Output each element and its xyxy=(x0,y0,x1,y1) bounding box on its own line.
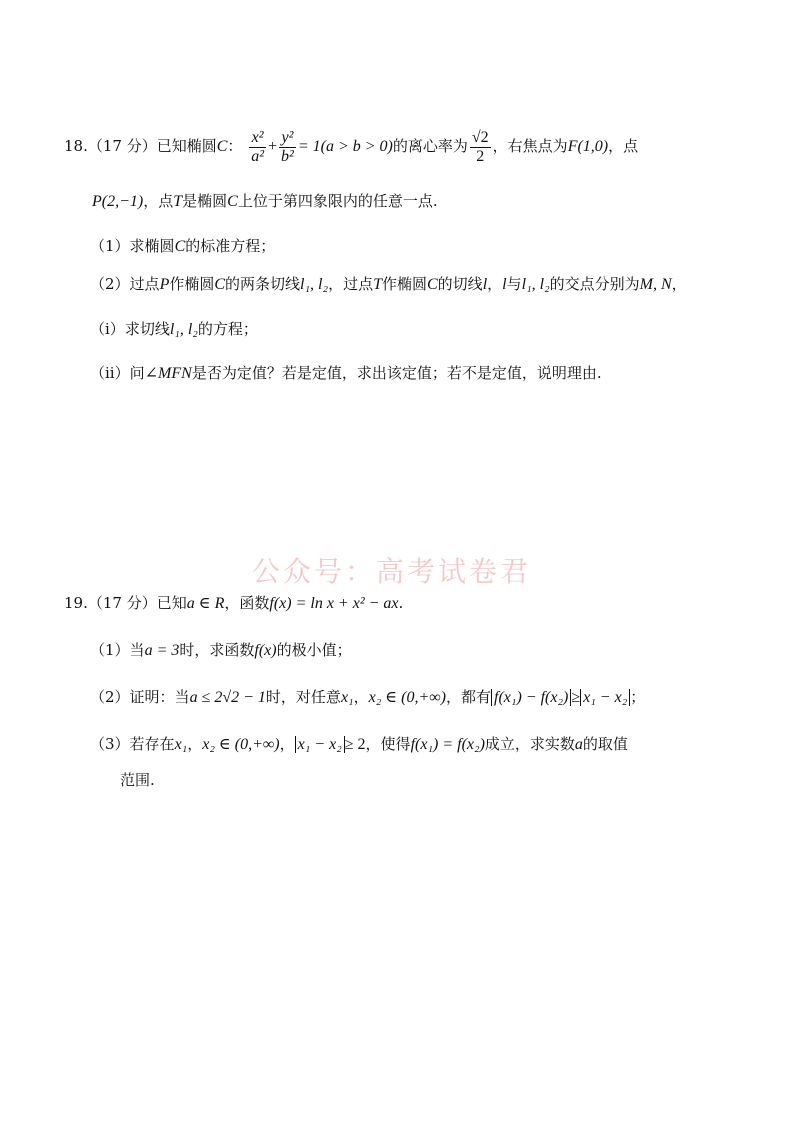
q18-part2-c2-var: C xyxy=(427,276,438,293)
q18-part2-p: P xyxy=(159,276,170,293)
q18-ellipse-name: C xyxy=(216,138,228,155)
q18-part2-f: 的切线 xyxy=(437,275,483,293)
q19-a-in-r: a ∈ R xyxy=(186,595,225,612)
q19-part3-c: ， xyxy=(279,735,295,753)
q19-part2-a: 证明：当 xyxy=(129,688,190,706)
q18-part1-b: 的标准方程； xyxy=(185,237,276,255)
q18-eq-rest: = 1(a > b > 0) xyxy=(297,138,393,155)
q19-part3-line2-text: 范围. xyxy=(120,771,155,789)
q19-part1-a: 当 xyxy=(129,641,145,659)
q19-func-text: ，函数 xyxy=(224,594,270,612)
q18-stem-line2 xyxy=(92,191,438,212)
q18-part2-g: ， xyxy=(487,275,503,293)
q18-part2-l1l2: l₁, l₂ xyxy=(300,276,329,293)
q18-part-i-b: 的方程； xyxy=(197,320,258,338)
q19-part1-label: （1） xyxy=(90,641,130,659)
q18-part2-h: 与 xyxy=(506,275,522,293)
q18-ecc-den: 2 xyxy=(476,147,485,165)
q18-part2-mn: M, N xyxy=(639,276,672,293)
q18-part2-l-b: l xyxy=(502,276,507,293)
q18-part2-c-var: C xyxy=(214,276,226,293)
q18-line2-c: 上位于第四象限内的任意一点. xyxy=(237,192,438,210)
q18-part2-e: 作椭圆 xyxy=(381,275,427,293)
q18-part1-label: （1） xyxy=(90,237,130,255)
q19-part3-x1: x₁ xyxy=(174,736,188,753)
q19-end: . xyxy=(398,594,404,612)
q18-part2-c: 的两条切线 xyxy=(225,275,301,293)
q18-part2-a: 过点 xyxy=(129,275,160,293)
q19-part2-ge: ≥ xyxy=(571,689,581,706)
q18-part2-j: ， xyxy=(671,275,687,293)
q18-part-i-label: （i） xyxy=(90,320,125,338)
q18-frac-x-num: x² xyxy=(249,129,266,148)
q18-part2-i xyxy=(90,319,258,340)
q18-part-ii-label: （ii） xyxy=(90,364,130,382)
q18-part2-ii xyxy=(90,363,602,384)
q18-part2-label: （2） xyxy=(90,275,130,293)
q19-part2-abs-right: x₁ − x₂ xyxy=(580,689,630,706)
q18-line2-c-var: C xyxy=(227,193,238,210)
q19-part2-x1: x₁ xyxy=(340,689,354,706)
q19-part2-d: ，都有 xyxy=(446,688,492,706)
q19-part3-abs: x₁ − x₂ xyxy=(295,736,345,753)
q18-part1 xyxy=(90,236,275,257)
q19-part2-c: ， xyxy=(353,688,369,706)
q18-ecc-text: 的离心率为 xyxy=(392,137,468,155)
q19-part3-ge2: ≥ 2 xyxy=(344,736,366,753)
q19-part3-x2: x₂ ∈ (0,+∞) xyxy=(202,736,280,753)
q18-part2 xyxy=(90,274,687,295)
q18-frac-y xyxy=(279,129,296,166)
q19-stem xyxy=(64,593,403,614)
q19-part1 xyxy=(90,640,352,661)
q18-line2-a: ，点 xyxy=(143,192,174,210)
q18-part2-l: l xyxy=(482,276,488,293)
q19-part1-c: 的极小值； xyxy=(276,641,352,659)
q19-number: 19.（17 分） xyxy=(64,594,157,612)
q18-number: 18.（17 分） xyxy=(64,137,157,155)
q19-part2-e: ； xyxy=(630,688,646,706)
q18-line2-b: 是椭圆 xyxy=(182,192,228,210)
q19-part3-d: ，使得 xyxy=(365,735,411,753)
q19-part2-cond: a ≤ 2√2 − 1 xyxy=(189,689,266,706)
q19-part3 xyxy=(90,734,628,755)
q19-part3-b: ， xyxy=(187,735,203,753)
q18-point-p: P(2,−1) xyxy=(92,193,144,210)
q19-part3-line2 xyxy=(120,770,155,790)
q18-stem-line1 xyxy=(64,128,638,166)
q18-part2-b: 作椭圆 xyxy=(169,275,215,293)
q18-part-i-l1l2: l₁, l₂ xyxy=(169,321,198,338)
q18-part-i-a: 求切线 xyxy=(124,320,170,338)
q19-part3-e: 成立，求实数 xyxy=(484,735,575,753)
q19-part3-f: 的取值 xyxy=(582,735,628,753)
q19-part3-label: （3） xyxy=(90,735,130,753)
q19-part2-b: 时，对任意 xyxy=(265,688,341,706)
q19-part1-b: 时，求函数 xyxy=(179,641,255,659)
q18-frac-x-den: a² xyxy=(251,147,264,165)
q18-part-ii-b: 是否为定值？若是定值，求出该定值；若不是定值，说明理由. xyxy=(191,364,602,382)
q18-ecc-num: √2 xyxy=(471,128,489,146)
q18-part1-c-var: C xyxy=(174,238,186,255)
q19-part3-eq: f(x₁) = f(x₂) xyxy=(410,736,485,753)
q19-part2-x2: x₂ ∈ (0,+∞) xyxy=(368,689,446,706)
q18-part2-l1l2b: l₁, l₂ xyxy=(521,276,550,293)
q19-part2-label: （2） xyxy=(90,688,130,706)
q19-part3-a: 若存在 xyxy=(129,735,175,753)
q18-plus: + xyxy=(268,138,278,155)
q19-func: f(x) = ln x + x² − ax xyxy=(269,595,399,612)
q18-focus: F(1,0) xyxy=(567,138,609,155)
q18-intro: 已知椭圆 xyxy=(156,137,217,155)
watermark-text: 公众号：高考试卷君 xyxy=(252,555,532,588)
q18-ecc-frac xyxy=(470,129,491,166)
q18-frac-y-den: b² xyxy=(281,147,294,165)
q18-part2-d: ，过点 xyxy=(328,275,374,293)
q18-part-ii-a: 问 xyxy=(129,364,145,382)
q18-part2-i: 的交点分别为 xyxy=(549,275,640,293)
q18-part1-a: 求椭圆 xyxy=(129,237,175,255)
q18-point-word: ，点 xyxy=(608,137,639,155)
q18-frac-x xyxy=(249,129,266,166)
q18-line2-t: T xyxy=(173,193,183,210)
q19-part1-f: f(x) xyxy=(254,642,277,659)
q18-colon: ： xyxy=(227,137,243,155)
q19-part2-abs-left: f(x₁) − f(x₂) xyxy=(491,689,571,706)
q19-part3-a-var: a xyxy=(574,736,583,753)
q19-part2 xyxy=(90,687,645,708)
q18-part2-t: T xyxy=(373,276,382,293)
q19-part1-cond: a = 3 xyxy=(144,642,180,659)
q18-focus-text: ，右焦点为 xyxy=(492,137,568,155)
q19-intro: 已知 xyxy=(156,594,187,612)
q18-part-ii-angle: ∠MFN xyxy=(144,365,192,382)
q18-frac-y-num: y² xyxy=(279,129,296,148)
